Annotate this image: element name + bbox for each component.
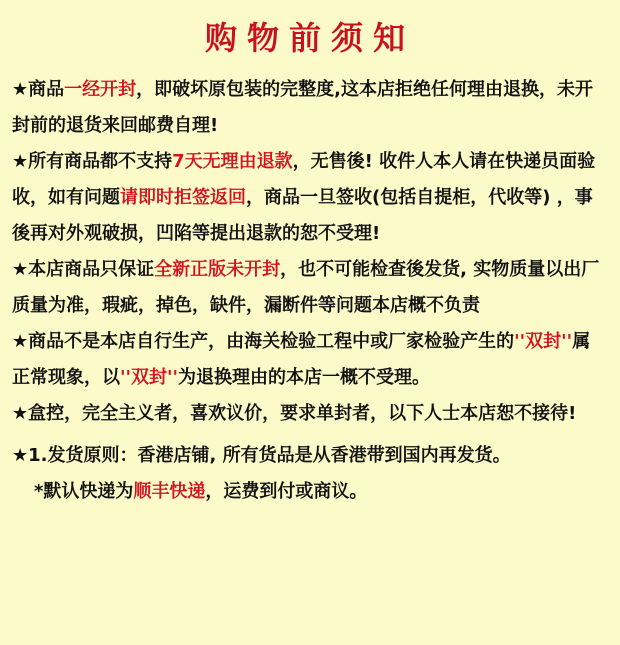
- text-segment: ，商品一旦签收(包括自提柜，代收等) ，事後再对外观破损，凹陷等提出退款的恕不受理!: [12, 187, 593, 244]
- text-segment: ★盒控，完全主义者，喜欢议价，要求单封者，以下人士本店恕不接待!: [12, 403, 577, 424]
- highlight-text: ''双封'': [120, 367, 179, 388]
- notice-paragraph-5: [12, 396, 606, 432]
- page-title: 购物前须知: [204, 19, 415, 57]
- text-segment: ，即破坏原包装的完整度,这本店拒绝任何理由退换，未开封前的退货来回邮费自理!: [12, 79, 593, 136]
- shipping-principle: ★1.发货原则：香港店铺, 所有货品是从香港带到国内再发货。: [12, 445, 511, 466]
- highlight-text: 7天无理由退款: [172, 151, 293, 172]
- highlight-text: 一经开封: [64, 79, 137, 100]
- text-segment: ，运费到付或商议。: [205, 481, 368, 502]
- notice-body: [12, 72, 606, 510]
- text-segment: ★所有商品都不支持: [12, 151, 173, 172]
- text-segment: ，也不可能检查後发货, 实物质量以出厂质量为准，瑕疵，掉色，缺件，漏断件等问题本店概不负责: [12, 259, 600, 316]
- text-segment: *默认快递为: [34, 481, 134, 502]
- highlight-text: 请即时拒签返回: [120, 187, 246, 208]
- notice-paragraph-1: [12, 72, 606, 144]
- notice-paragraph-4: [12, 324, 606, 396]
- text-segment: ★商品不是本店自行生产，由海关检验工程中或厂家检验产生的: [12, 331, 515, 352]
- text-segment: 为退换理由的本店一概不受理。: [178, 367, 431, 388]
- text-segment: ★本店商品只保证: [12, 259, 155, 280]
- shipping-courier-note: [12, 474, 606, 510]
- notice-paragraph-2: [12, 144, 606, 252]
- notice-paragraph-3: [12, 252, 606, 324]
- highlight-text: 顺丰快递: [133, 481, 206, 502]
- text-segment: ，无售後! 收件人本人请在快递员面验收，如有问题: [12, 151, 596, 208]
- highlight-text: 全新正版未开封: [154, 259, 281, 280]
- text-segment: 属正常现象，以: [12, 331, 591, 388]
- highlight-text: ''双封'': [514, 331, 573, 352]
- text-segment: ★商品: [12, 79, 65, 100]
